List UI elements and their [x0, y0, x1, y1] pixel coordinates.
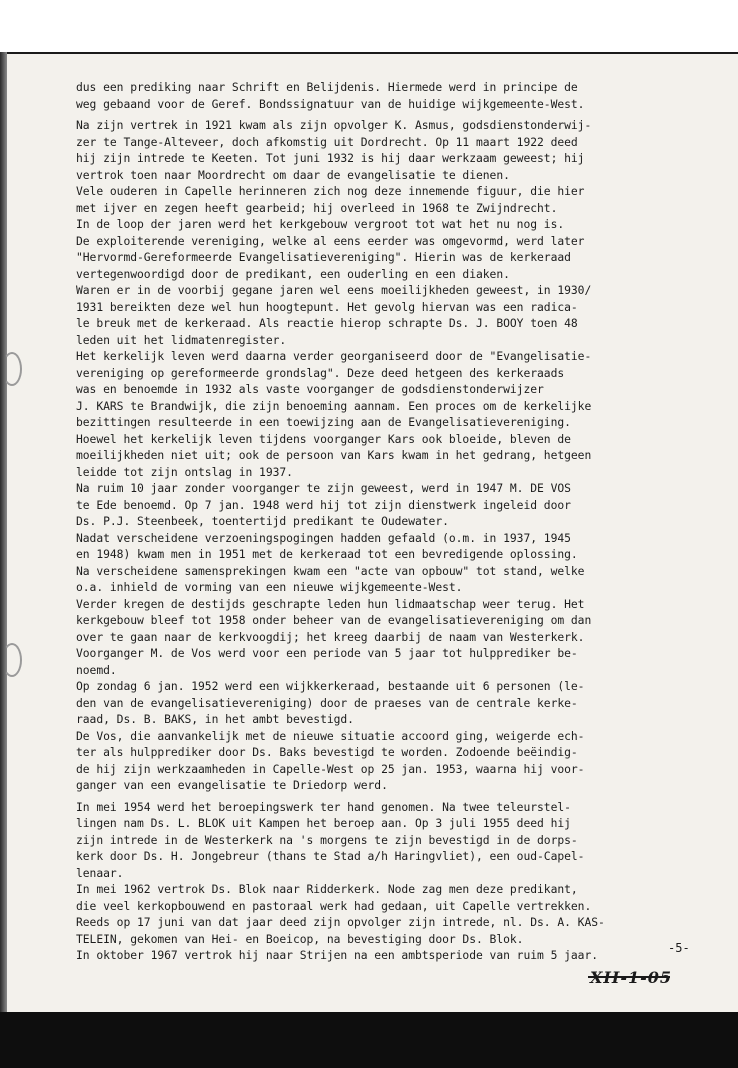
text-line: Het kerkelijk leven werd daarna verder georganiseerd door de "Evangelisatie- [76, 349, 592, 363]
text-line: Na verscheidene samensprekingen kwam een "acte van opbouw" tot stand, welke [76, 563, 585, 578]
text-line: Verder kregen de destijds geschrapte leden hun lidmaatschap weer terug. Het [76, 596, 585, 611]
page-number: -5- [668, 941, 690, 955]
text-line: Hoewel het kerkelijk leven tijdens voorganger Kars ook bloeide, bleven de [76, 431, 571, 446]
text-line: Vele ouderen in Capelle herinneren zich nog deze innemende figuur, die hier [76, 184, 585, 198]
text-line: die veel kerkopbouwend en pastoraal werk had gedaan, uit Capelle vertrekken. [76, 898, 592, 913]
paragraph [76, 117, 728, 794]
text-line: vertegenwoordigd door de predikant, een ouderling en een diaken. [76, 266, 510, 281]
text-line: le breuk met de kerkeraad. Als reactie hierop schrapte Ds. J. BOOY toen 48 [76, 316, 578, 330]
text-line: weg gebaand voor de Geref. Bondssignatuur van de huidige wijkgemeente-West. [76, 96, 585, 111]
text-line: Nadat verscheidene verzoeningspogingen hadden gefaald (o.m. in 1937, 1945 [76, 530, 571, 545]
text-line: bezittingen resulteerde in een toewijzing aan de Evangelisatievereniging. [76, 415, 571, 429]
text-line: lingen nam Ds. L. BLOK uit Kampen het beroep aan. Op 3 juli 1955 deed hij [76, 816, 571, 830]
text-line: TELEIN, gekomen van Hei- en Boeicop, na bevestiging door Ds. Blok. [76, 931, 524, 946]
text-line: zijn intrede in de Westerkerk na 's morgens te zijn bevestigd in de dorps- [76, 832, 578, 847]
text-line: o.a. inhield de vorming van een nieuwe wijkgemeente-West. [76, 580, 463, 594]
text-line: kerk door Ds. H. Jongebreur (thans te Stad a/h Haringvliet), een oud-Capel- [76, 849, 585, 863]
paragraph [76, 79, 728, 112]
punch-hole-mark [2, 643, 22, 677]
text-line: moeilijkheden niet uit; ook de persoon van Kars kwam in het gedrang, hetgeen [76, 448, 592, 462]
page-left-edge-shadow [0, 52, 7, 1012]
text-line: over te gaan naar de kerkvoogdij; het kreeg daarbij de naam van Westerkerk. [76, 629, 585, 644]
text-line: leidde tot zijn ontslag in 1937. [76, 464, 293, 479]
text-line: en 1948) kwam men in 1951 met de kerkeraad tot een bevredigende oplossing. [76, 547, 578, 561]
text-line: In mei 1954 werd het beroepingswerk ter hand genomen. Na twee teleurstel- [76, 799, 571, 814]
text-line: Na ruim 10 jaar zonder voorganger te zijn geweest, werd in 1947 M. DE VOS [76, 481, 571, 495]
text-line: Voorganger M. de Vos werd voor een periode van 5 jaar tot hulpprediker be- [76, 646, 578, 660]
text-line: was en benoemde in 1932 als vaste voorganger de godsdienstonderwijzer [76, 382, 544, 396]
text-line: zer te Tange-Alteveer, doch afkomstig uit Dordrecht. Op 11 maart 1922 deed [76, 134, 578, 149]
text-line: Na zijn vertrek in 1921 kwam als zijn opvolger K. Asmus, godsdienstonderwij- [76, 118, 592, 132]
text-line: met ijver en zegen heeft gearbeid; hij overleed in 1968 te Zwijndrecht. [76, 200, 558, 215]
text-line: den van de evangelisatievereniging) door de praeses van de centrale kerke- [76, 695, 578, 710]
document-archive-code: XII-1-05 [590, 968, 673, 987]
text-line: Waren er in de voorbij gegane jaren wel eens moeilijkheden geweest, in 1930/ [76, 283, 592, 297]
text-line: vereniging op gereformeerde grondslag". Deze deed hetgeen des kerkeraads [76, 365, 565, 380]
text-line: In mei 1962 vertrok Ds. Blok naar Ridderkerk. Node zag men deze predikant, [76, 882, 578, 896]
text-line: Reeds op 17 juni van dat jaar deed zijn opvolger zijn intrede, nl. Ds. A. KAS- [76, 915, 605, 929]
text-line: leden uit het lidmatenregister. [76, 332, 287, 347]
text-line: raad, Ds. B. BAKS, in het ambt bevestigd. [76, 712, 354, 726]
text-line: 1931 bereikten deze wel hun hoogtepunt. Het gevolg hiervan was een radica- [76, 299, 578, 314]
text-line: Ds. P.J. Steenbeek, toentertijd predikant te Oudewater. [76, 514, 449, 528]
text-line: J. KARS te Brandwijk, die zijn benoeming aannam. Een proces om de kerkelijke [76, 398, 592, 413]
text-line: vertrok toen naar Moordrecht om daar de evangelisatie te dienen. [76, 167, 510, 182]
text-line: hij zijn intrede te Keeten. Tot juni 1932 is hij daar werkzaam geweest; hij [76, 151, 585, 165]
text-line: kerkgebouw bleef tot 1958 onder beheer van de evangelisatievereniging om dan [76, 613, 592, 627]
text-line: De exploiterende vereniging, welke al eens eerder was omgevormd, werd later [76, 233, 585, 248]
paragraph [76, 799, 728, 964]
text-line: Op zondag 6 jan. 1952 werd een wijkkerkeraad, bestaande uit 6 personen (le- [76, 679, 585, 693]
text-line: noemd. [76, 662, 117, 677]
text-line: dus een prediking naar Schrift en Belijdenis. Hiermede werd in principe de [76, 80, 578, 94]
scan-bottom-margin [0, 1012, 738, 1068]
text-line: de hij zijn werkzaamheden in Capelle-West op 25 jan. 1953, waarna hij voor- [76, 761, 585, 776]
text-line: te Ede benoemd. Op 7 jan. 1948 werd hij tot zijn dienstwerk ingeleid door [76, 497, 571, 512]
text-line: lenaar. [76, 865, 124, 880]
text-line: In oktober 1967 vertrok hij naar Strijen na een ambtsperiode van ruim 5 jaar. [76, 948, 599, 962]
text-line: In de loop der jaren werd het kerkgebouw vergroot tot wat het nu nog is. [76, 217, 565, 231]
scan-top-margin [0, 0, 738, 52]
text-line: De Vos, die aanvankelijk met de nieuwe situatie accoord ging, weigerde ech- [76, 728, 585, 743]
document-body-text [76, 79, 728, 964]
text-line: "Hervormd-Gereformeerde Evangelisatievereniging". Hierin was de kerkeraad [76, 250, 571, 264]
text-line: ganger van een evangelisatie te Driedorp werd. [76, 778, 388, 792]
text-line: ter als hulpprediker door Ds. Baks bevestigd te worden. Zodoende beëindig- [76, 745, 578, 759]
punch-hole-mark [2, 352, 22, 386]
